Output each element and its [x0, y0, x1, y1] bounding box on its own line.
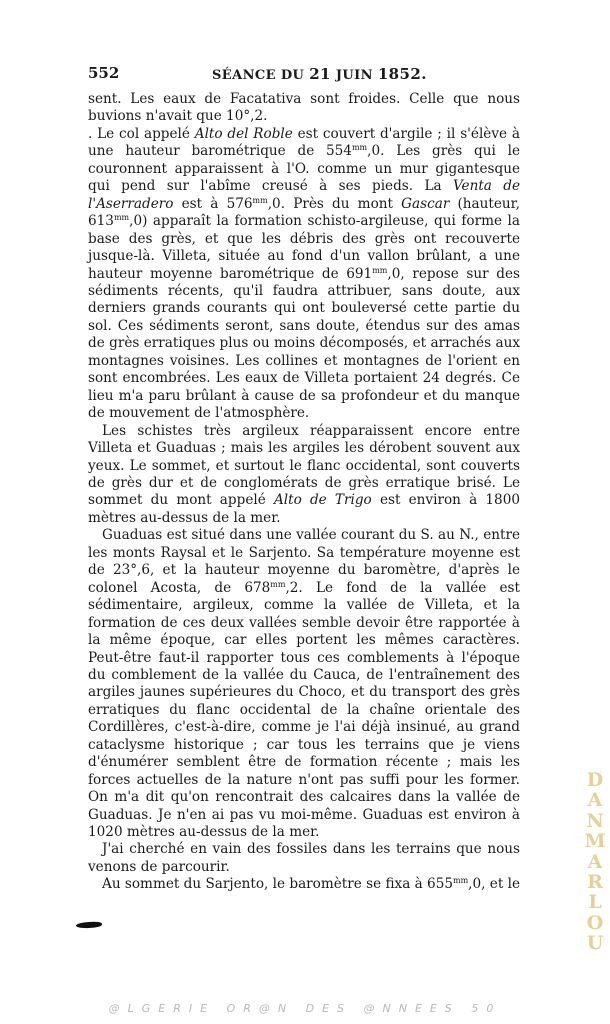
paragraph-alto-del-roble: . Le col appelé Alto del Roble est couvert d'argile ; il s'élève à une hauteur barométrique de $554^{mm},0$. Les grès qui le couronnent apparaissent à l'O. comme un mur gigantesque qui pend sur l'abîme creusé à ses pieds. La Venta de l'Aserradero est à $576^{mm},0$. Près du mont Gascar (hauteur, $613^{mm},0$) apparaît la formation schisto-argileuse, qui forme la base des grès, et que les débris des grès ont recouverte jusque-là. Villeta, située au fond d'un vallon brûlant, a une hauteur moyenne barométrique de $691^{mm},0$, repose sur des sédiments récents, qu'il faudra attribuer, sans doute, aux derniers grands courants qui ont bouleversé cette partie du sol. Ces sédiments seront, sans doute, étendus sur des amas de grès erratiques plus ou moins décomposés, et arrachés aux montagnes voisines. Les collines et montagnes de l'orient en sont encombrées. Les eaux de Villeta portaient 24 degrés. Ce lieu m'a paru brûlant à cause de sa profondeur et du manque de mouvement de l'atmosphère. [88, 125, 521, 422]
paragraph-schistes: Les schistes très argileux réapparaissent encore entre Villeta et Guaduas ; mais les argiles les dérobent souvent aux yeux. Le sommet, et surtout le flanc occidental, sont couverts de grès dur et de conglomérats de grès erratique brisé. Le sommet du mont appelé Alto de Trigo est environ à 1800 mètres au-dessus de la mer. [88, 422, 520, 526]
paragraph-fossiles: J'ai cherché en vain des fossiles dans les terrains que nous venons de parcourir. [88, 841, 520, 875]
page-header [88, 64, 520, 84]
running-head-day: 21 [309, 65, 331, 83]
page-number: 552 [88, 64, 120, 82]
running-head-year: 1852. [377, 65, 427, 83]
paragraph-facatativa: sent. Les eaux de Facatativa sont froides. Celle que nous buvions n'avait que 10°,2. [88, 91, 520, 125]
running-head [212, 65, 427, 83]
place-name: Alto del Roble [194, 125, 293, 142]
paragraph-sarjento: Au sommet du Sarjento, le baromètre se fixa à $655^{mm},0$, et le [102, 876, 521, 893]
body-text [88, 91, 520, 894]
running-head-seance: SÉANCE [212, 68, 276, 83]
place-name: Venta de l'Aserradero [88, 178, 520, 212]
place-name: Alto de Trigo [273, 492, 372, 509]
paragraph-guaduas: Guaduas est situé dans une vallée courant du S. au N., entre les monts Raysal et le Sarjento. Sa température moyenne est de 23°,6, et la hauteur moyenne du baromètre, d'après le colonel Acosta, de $678^{mm},2$. Le fond de la vallée est sédimentaire, argileux, comme la vallée de Villeta, et la formation de ces deux vallées semble devoir être rapportée à la même époque, car elles portent les mêmes caractères. Peut-être faut-il rapporter tous ces comblements à l'époque du comblement de la vallée du Cauca, de l'entraînement des argiles jaunes supérieures du Choco, et du transport des grès erratiques du flanc occidental de la chaîne orientale des Cordillères, c'est-à-dire, comme je l'ai déjà insinué, au grand cataclysme historique ; car tous les terrains que je viens d'énumérer semblent être de formation récente ; mais les forces actuelles de la nature n'ont pas suffi pour les former. On m'a dit qu'on rencontrait des calcaires dans la vallée de Guaduas. Je n'en ai pas vu moi-même. Guaduas est environ à 1020 mètres au-dessus de la mer. [88, 527, 520, 841]
ink-smudge [76, 921, 102, 928]
place-name: Gascar [401, 195, 450, 212]
side-watermark: DANMARLOU [584, 769, 606, 955]
running-head-du: DU [280, 68, 305, 83]
running-head-month: JUIN [335, 68, 373, 83]
bottom-watermark: @LGERIE OR@N DES @NNEES 50 [108, 1002, 502, 1015]
